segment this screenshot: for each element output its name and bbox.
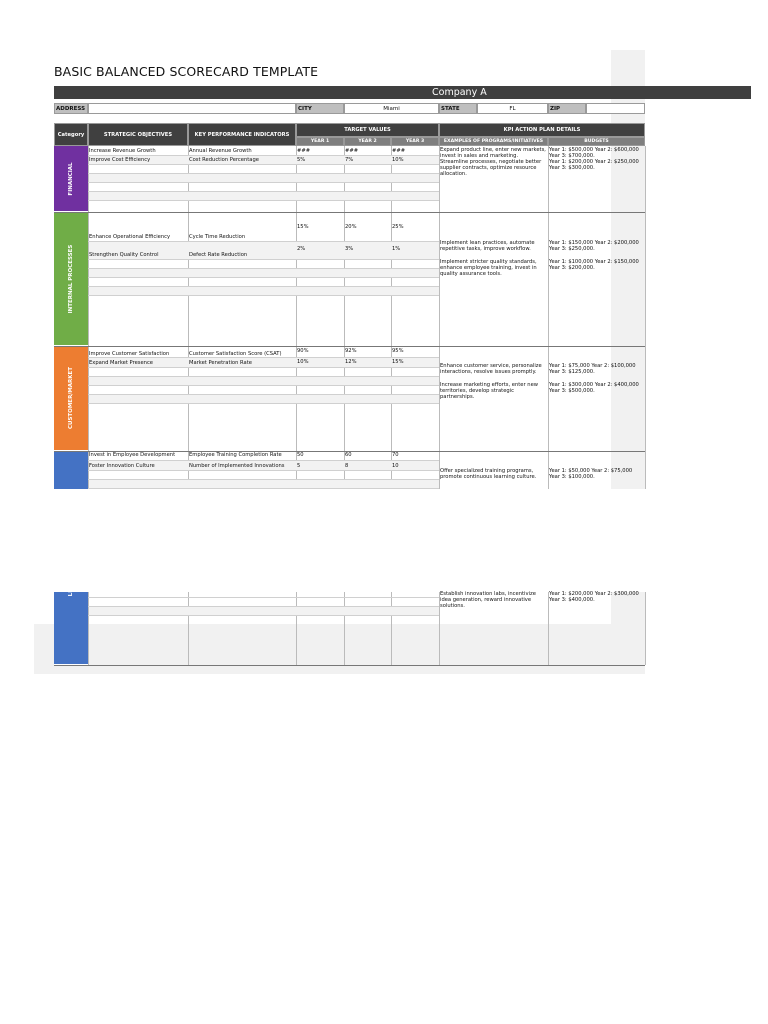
fin-kpi-2[interactable]: Cost Reduction Percentage bbox=[189, 157, 259, 163]
header-year2: YEAR 2 bbox=[344, 137, 391, 146]
grid-row-line bbox=[88, 597, 439, 598]
category-customer-label: CUSTOMER/MARKET bbox=[68, 366, 74, 430]
grid-row-stripe bbox=[89, 376, 439, 385]
fin-y2-2[interactable]: 7% bbox=[345, 157, 354, 163]
grid-row-line bbox=[88, 173, 439, 174]
grid-row-line bbox=[88, 470, 439, 471]
grid-row-line bbox=[88, 268, 439, 269]
grid-row-line bbox=[88, 191, 439, 192]
category-internal-label: INTERNAL PROCESSES bbox=[68, 244, 74, 313]
lrn-kpi-2[interactable]: Number of Implemented Innovations bbox=[189, 463, 285, 469]
grid-row-line bbox=[88, 367, 439, 368]
header-category: Category bbox=[54, 123, 88, 146]
grid-row-stripe bbox=[89, 268, 439, 277]
zip-label: ZIP bbox=[548, 103, 586, 114]
section-divider bbox=[54, 665, 645, 666]
int-budget-2[interactable]: Year 1: $100,000 Year 2: $150,000 Year 3: $200,000. bbox=[549, 259, 639, 271]
grid-row-line bbox=[88, 182, 439, 183]
fin-obj-1[interactable]: Increase Revenue Growth bbox=[89, 148, 156, 154]
fin-kpi-1[interactable]: Annual Revenue Growth bbox=[189, 148, 252, 154]
grid-row-line bbox=[88, 164, 439, 165]
int-kpi-1[interactable]: Cycle Time Reduction bbox=[189, 234, 246, 240]
int-y2-a[interactable]: 20% bbox=[345, 224, 357, 230]
fin-budgets[interactable]: Year 1: $500,000 Year 2: $600,000 Year 3: $700,000. Year 1: $200,000 Year 2: $250,000 Year 3: $300,000. bbox=[549, 147, 639, 171]
lrn-y1-2[interactable]: 5 bbox=[297, 463, 301, 469]
fin-y3-2[interactable]: 10% bbox=[392, 157, 404, 163]
cus-examples-2[interactable]: Increase marketing efforts, enter new territories, develop strategic partnerships. bbox=[440, 382, 538, 400]
lrn-y2-2[interactable]: 8 bbox=[345, 463, 349, 469]
int-y1-a[interactable]: 15% bbox=[297, 224, 309, 230]
int-obj-1[interactable]: Enhance Operational Efficiency bbox=[89, 234, 171, 240]
int-kpi-2[interactable]: Defect Rate Reduction bbox=[189, 252, 248, 258]
grid-row-line bbox=[88, 200, 439, 201]
grid-row-stripe bbox=[89, 191, 439, 200]
int-y3-a[interactable]: 25% bbox=[392, 224, 404, 230]
cus-examples-1[interactable]: Enhance customer service, personalize interactions, resolve issues promptly. bbox=[440, 363, 542, 375]
cus-kpi-2[interactable]: Market Penetration Rate bbox=[189, 360, 252, 366]
lrn-y3-2[interactable]: 10 bbox=[392, 463, 399, 469]
cus-y1-2[interactable]: 10% bbox=[297, 359, 309, 365]
state-label: STATE bbox=[439, 103, 477, 114]
city-label: CITY bbox=[296, 103, 344, 114]
section-divider bbox=[54, 212, 645, 213]
lrn-obj-1[interactable]: Invest in Employee Development bbox=[89, 452, 176, 458]
header-strategic-objectives: STRATEGIC OBJECTIVES bbox=[88, 123, 188, 146]
header-kpi-action-plan: KPI ACTION PLAN DETAILS bbox=[439, 123, 645, 137]
fin-examples[interactable]: Expand product line, enter new markets, invest in sales and marketing. Streamline processes, negotiate better supplier contracts, optimize resource allocation. bbox=[440, 147, 546, 177]
grid-row-stripe bbox=[89, 479, 439, 488]
address-field[interactable] bbox=[88, 103, 296, 114]
grid-row-stripe bbox=[89, 606, 439, 615]
category-internal-processes bbox=[54, 212, 88, 346]
int-y2-b[interactable]: 3% bbox=[345, 246, 354, 252]
page-title: BASIC BALANCED SCORECARD TEMPLATE bbox=[54, 64, 319, 79]
cus-y2-1[interactable]: 92% bbox=[345, 348, 357, 354]
cus-budget-1[interactable]: Year 1: $75,000 Year 2: $100,000 Year 3: $125,000. bbox=[549, 363, 636, 375]
grid-row-line bbox=[88, 357, 439, 358]
grid-row-stripe bbox=[89, 394, 439, 403]
fin-y1-1[interactable]: ### bbox=[297, 148, 311, 154]
header-kpis: KEY PERFORMANCE INDICATORS bbox=[188, 123, 296, 146]
cus-y2-2[interactable]: 12% bbox=[345, 359, 357, 365]
lrn-obj-2[interactable]: Foster Innovation Culture bbox=[89, 463, 155, 469]
grid-row-line bbox=[88, 403, 439, 404]
section-divider bbox=[54, 346, 645, 347]
category-financial bbox=[54, 146, 88, 212]
grid-row-line bbox=[88, 394, 439, 395]
grid-row-stripe bbox=[89, 286, 439, 295]
header-target-values: TARGET VALUES bbox=[296, 123, 439, 137]
address-label: ADDRESS bbox=[54, 103, 88, 114]
fin-y1-2[interactable]: 5% bbox=[297, 157, 306, 163]
header-examples: EXAMPLES OF PROGRAMS/INITIATIVES bbox=[439, 137, 548, 146]
zip-field[interactable] bbox=[586, 103, 645, 114]
grid-row-line bbox=[88, 385, 439, 386]
int-y3-b[interactable]: 1% bbox=[392, 246, 401, 252]
cus-y1-1[interactable]: 90% bbox=[297, 348, 309, 354]
lrn-examples-2[interactable]: Establish innovation labs, incentivize idea generation, reward innovative solutions. bbox=[440, 591, 536, 609]
lrn-examples-1[interactable]: Offer specialized training programs, promote continuous learning culture. bbox=[440, 468, 537, 480]
cus-y3-2[interactable]: 15% bbox=[392, 359, 404, 365]
grid-row-line bbox=[88, 286, 439, 287]
grid-row-line bbox=[88, 155, 439, 156]
grid-row-line bbox=[88, 295, 439, 296]
int-examples-1[interactable]: Implement lean practices, automate repetitive tasks, improve workflow. bbox=[440, 240, 535, 252]
int-y1-b[interactable]: 2% bbox=[297, 246, 306, 252]
category-customer-market bbox=[54, 346, 88, 451]
grid-row-line bbox=[88, 460, 439, 461]
grid-row-line bbox=[88, 615, 439, 616]
lrn-budget-1[interactable]: Year 1: $50,000 Year 2: $75,000 Year 3: $100,000. bbox=[549, 468, 633, 480]
fin-y3-1[interactable]: ### bbox=[392, 148, 406, 154]
header-year1: YEAR 1 bbox=[296, 137, 344, 146]
lrn-y1-1[interactable]: 50 bbox=[297, 452, 304, 458]
cus-obj-1[interactable]: Improve Customer Satisfaction bbox=[89, 351, 170, 357]
render-gap bbox=[0, 489, 768, 592]
lrn-y2-1[interactable]: 60 bbox=[345, 452, 352, 458]
lrn-y3-1[interactable]: 70 bbox=[392, 452, 399, 458]
grid-row-line bbox=[88, 277, 439, 278]
cus-budget-2[interactable]: Year 1: $300,000 Year 2: $400,000 Year 3: $500,000. bbox=[549, 382, 639, 394]
int-examples-2[interactable]: Implement stricter quality standards, enhance employee training, invest in quality assurance tools. bbox=[440, 259, 537, 277]
header-year3: YEAR 3 bbox=[391, 137, 439, 146]
lrn-budget-2[interactable]: Year 1: $200,000 Year 2: $300,000 Year 3: $400,000. bbox=[549, 591, 639, 603]
header-budgets: BUDGETS bbox=[548, 137, 645, 146]
cus-obj-2[interactable]: Expand Market Presence bbox=[89, 360, 154, 366]
grid-row-line bbox=[88, 376, 439, 377]
grid-row-line bbox=[88, 606, 439, 607]
company-name: Company A bbox=[432, 87, 487, 98]
cus-kpi-1[interactable]: Customer Satisfaction Score (CSAT) bbox=[189, 351, 282, 357]
grid-row-line bbox=[88, 259, 439, 260]
fin-y2-1[interactable]: ### bbox=[345, 148, 359, 154]
lrn-kpi-1[interactable]: Employee Training Completion Rate bbox=[189, 452, 282, 458]
state-field[interactable]: FL bbox=[477, 103, 548, 114]
city-field[interactable]: Miami bbox=[344, 103, 439, 114]
category-financial-label: FINANCIAL bbox=[68, 161, 74, 196]
grid-row-line bbox=[88, 241, 439, 242]
int-obj-2[interactable]: Strengthen Quality Control bbox=[89, 252, 159, 258]
fin-obj-2[interactable]: Improve Cost Efficiency bbox=[89, 157, 151, 163]
int-budget-1[interactable]: Year 1: $150,000 Year 2: $200,000 Year 3: $250,000. bbox=[549, 240, 639, 252]
grid-row-stripe bbox=[89, 173, 439, 182]
company-bar bbox=[54, 86, 751, 99]
cus-y3-1[interactable]: 95% bbox=[392, 348, 404, 354]
grid-row-line bbox=[88, 479, 439, 480]
